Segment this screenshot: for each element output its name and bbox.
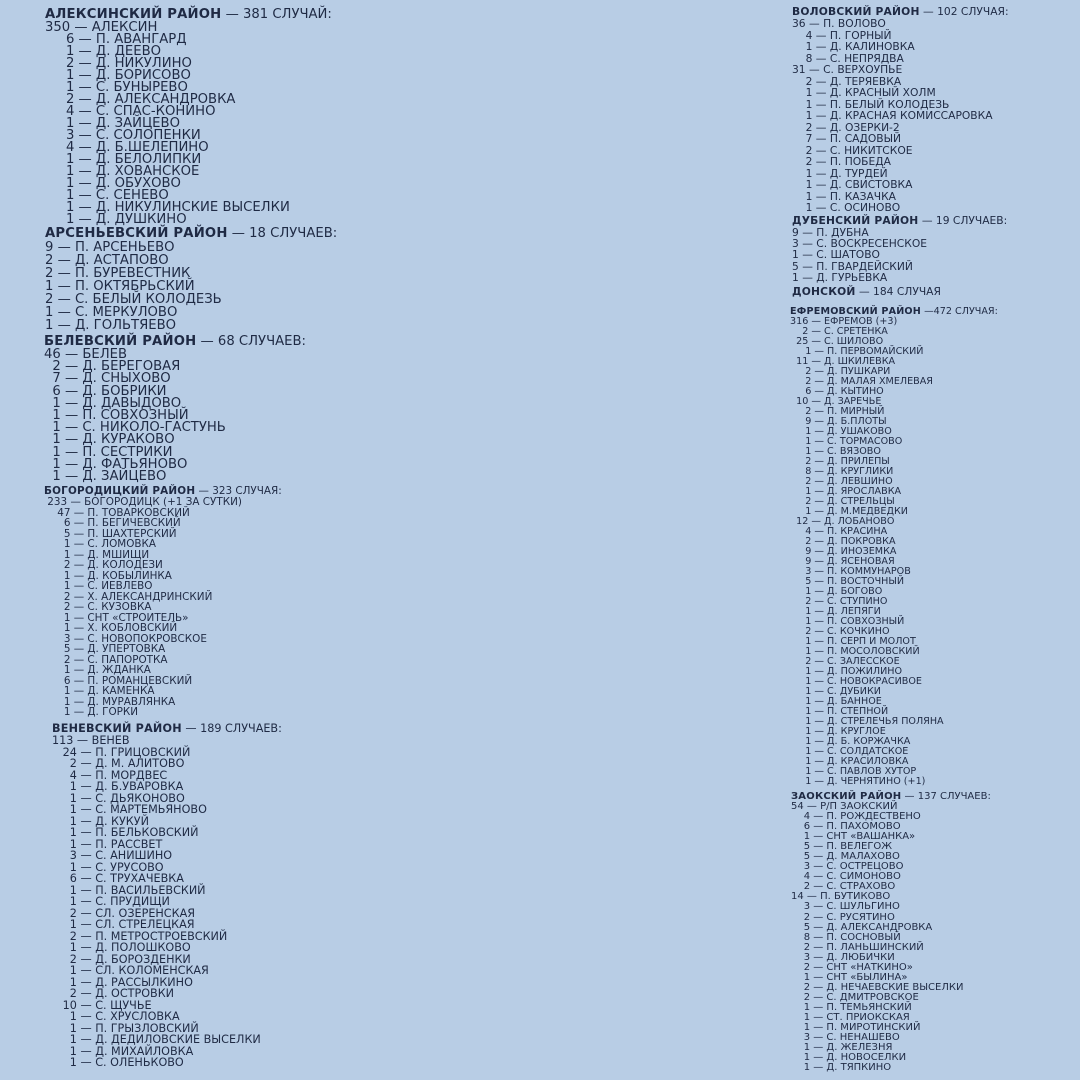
settlement-row: 1 — Х. КОБЛОВСКИЙ [44, 622, 178, 634]
settlement-row: 5 — Д. МАЛАХОВО [791, 851, 900, 863]
settlement-row: 1 — Д. ГУРЬЕВКА [792, 270, 888, 284]
settlement-row: 1 — Д. БОГОВО [790, 586, 883, 597]
district-name: ДУБЕНСКИЙ РАЙОН [792, 214, 919, 227]
district-total: — 137 СЛУЧАЕВ: [901, 791, 991, 802]
settlement-row: 1 — С. ДЬЯКОНОВО [52, 791, 185, 805]
settlement-row: 1 — С. МЕРКУЛОВО [45, 305, 178, 320]
settlement-row: 1 — Д. КРАСНАЯ КОМИССАРОВКА [792, 109, 993, 122]
settlement-row: 9 — Д. Б.ПЛОТЫ [790, 416, 887, 427]
settlement-row: 1 — СНТ «БЫЛИНА» [791, 971, 908, 983]
settlement-row: 2 — Д. ОСТРОВКИ [52, 987, 175, 1000]
settlement-row: 1 — Д. НОВОСЕЛКИ [791, 1052, 907, 1064]
settlement-row: 2 — СНТ «НАТКИНО» [791, 961, 913, 973]
settlement-row: 1 — С. ВЯЗОВО [790, 446, 881, 457]
settlement-row: 1 — Д. ХОВАНСКОЕ [45, 164, 200, 179]
settlement-row: 2 — Д. НЕЧАЕВСКИЕ ВЫСЕЛКИ [791, 981, 964, 993]
district-name: АРСЕНЬЕВСКИЙ РАЙОН [45, 226, 228, 241]
settlement-row: 14 — П. БУТИКОВО [791, 891, 891, 903]
settlement-row: 316 — ЕФРЕМОВ (+3) [790, 316, 898, 327]
settlement-row: 6 — Д. КЫТИНО [790, 386, 884, 397]
district-name: БОГОРОДИЦКИЙ РАЙОН [44, 485, 196, 497]
settlement-row: 4 — С. СИМОНОВО [791, 871, 901, 883]
district-total: — 18 СЛУЧАЕВ: [227, 226, 338, 241]
settlement-row: 1 — П. СТЕПНОЙ [790, 706, 889, 717]
district-dubna [792, 215, 1007, 283]
settlement-row: 350 — АЛЕКСИН [45, 20, 158, 35]
settlement-row: 1 — С. ИЕВЛЕВО [44, 580, 153, 592]
settlement-row: 5 — П. ВОСТОЧНЫЙ [790, 576, 905, 587]
district-name: БЕЛЕВСКИЙ РАЙОН [44, 334, 197, 349]
settlement-row: 2 — Д. СТРЕЛЬЦЫ [790, 496, 895, 507]
settlement-row: 3 — С. НЕНАШЕВО [791, 1032, 900, 1044]
settlement-row: 2 — Д. БОРОЗДЕНКИ [52, 952, 191, 966]
district-name: ДОНСКОЙ [792, 285, 856, 298]
settlement-row: 1 — Д. УШАКОВО [790, 426, 892, 437]
settlement-row: 1 — П. МОСОЛОВСКИЙ [790, 646, 920, 657]
settlement-row: 2 — С. ЗАЛЕССКОЕ [790, 656, 900, 667]
settlement-row: 4 — Д. Б.ШЕЛЕПИНО [45, 140, 209, 155]
settlement-row: 2 — Д. ТЕРЯЕВКА [792, 74, 902, 88]
settlement-row: 2 — С. ПАПОРОТКА [44, 653, 168, 666]
settlement-row: 2 — С. СТРАХОВО [791, 881, 896, 893]
settlement-row: 1 — СЛ. КОЛОМЕНСКАЯ [52, 964, 209, 977]
settlement-list [44, 349, 306, 483]
district-name: АЛЕКСИНСКИЙ РАЙОН [45, 7, 222, 22]
settlement-row: 3 — П. КОММУНАРОВ [790, 566, 911, 577]
settlement-row: 1 — Д. ЛЕПЯГИ [790, 606, 881, 617]
settlement-row: 1 — С. ОЛЕНЬКОВО [52, 1056, 184, 1069]
settlement-row: 9 — П. АРСЕНЬЕВО [45, 240, 175, 255]
settlement-row: 1 — Д. Б.УВАРОВКА [52, 780, 184, 793]
settlement-row: 6 — П. АВАНГАРД [45, 32, 187, 47]
settlement-row: 2 — Х. АЛЕКСАНДРИНСКИЙ [44, 590, 213, 603]
settlement-row: 1 — Д. ДЕДИЛОВСКИЕ ВЫСЕЛКИ [52, 1033, 261, 1046]
settlement-row: 2 — С. РУСЯТИНО [791, 911, 895, 923]
settlement-row: 1 — С. ОСИНОВО [792, 201, 901, 214]
settlement-row: 2 — Д. ОЗЕРКИ-2 [792, 120, 900, 134]
district-heading [792, 286, 941, 298]
settlement-row: 2 — Д. М. АЛИТОВО [52, 757, 185, 770]
settlement-row: 1 — Д. БЕЛОЛИПКИ [45, 152, 202, 167]
settlement-row: 2 — П. МИРНЫЙ [790, 406, 885, 417]
settlement-row: 1 — Д. ДУШКИНО [45, 212, 187, 227]
settlement-row: 24 — П. ГРИЦОВСКИЙ [52, 745, 191, 759]
settlement-row: 10 — С. ЩУЧЬЕ [52, 998, 152, 1012]
settlement-row: 54 — Р/П ЗАОКСКИЙ [791, 801, 898, 812]
settlement-row: 6 — Д. БОБРИКИ [44, 383, 167, 399]
settlement-row: 1 — Д. МИХАЙЛОВКА [52, 1044, 194, 1058]
settlement-row: 46 — БЕЛЕВ [44, 347, 128, 362]
district-total: — 184 СЛУЧАЯ [855, 285, 941, 298]
settlement-row: 1 — П. СОВХОЗНЫЙ [790, 616, 905, 627]
settlement-row: 1 — СНТ «СТРОИТЕЛЬ» [44, 611, 189, 624]
settlement-row: 1 — Д. ЗАЙЦЕВО [44, 469, 167, 485]
settlement-row: 5 — П. ВЕЛЕГОЖ [791, 841, 893, 853]
settlement-row: 4 — П. КРАСИНА [790, 526, 888, 537]
district-aleksin [45, 8, 332, 226]
settlement-row: 1 — П. РАССВЕТ [52, 837, 163, 851]
settlement-row: 2 — Д. КОЛОДЕЗИ [44, 559, 163, 571]
settlement-row: 1 — Д. СВИСТОВКА [792, 178, 913, 191]
settlement-list [792, 227, 1007, 283]
settlement-row: 1 — П. КАЗАЧКА [792, 189, 896, 203]
settlement-row: 1 — СЛ. СТРЕЛЕЦКАЯ [52, 918, 195, 931]
district-venev [52, 723, 282, 1069]
district-name: ВЕНЕВСКИЙ РАЙОН [52, 722, 182, 735]
settlement-row: 9 — П. ДУБНА [792, 226, 869, 239]
district-arsenyev [45, 227, 337, 332]
settlement-row: 1 — С. НИКОЛО-ГАСТУНЬ [44, 420, 226, 436]
district-total: — 381 СЛУЧАЙ: [221, 7, 332, 22]
settlement-row: 233 — БОГОРОДИЦК (+1 ЗА СУТКИ) [44, 496, 242, 508]
settlement-row: 1 — С. ДУБИКИ [790, 686, 881, 697]
settlement-row: 113 — ВЕНЕВ [52, 734, 130, 747]
settlement-row: 1 — Д. БОРИСОВО [45, 68, 191, 83]
settlement-row: 2 — СЛ. ОЗЕРЕНСКАЯ [52, 906, 195, 920]
settlement-row: 1 — Д. М.МЕДВЕДКИ [790, 506, 908, 517]
settlement-row: 2 — П. БУРЕВЕСТНИК [45, 266, 191, 281]
settlement-row: 4 — С. СПАС-КОНИНО [45, 104, 216, 119]
settlement-row: 2 — С. ДМИТРОВСКОЕ [791, 991, 919, 1003]
settlement-row: 1 — С. БУНЫРЕВО [45, 80, 188, 95]
settlement-list [790, 317, 998, 787]
settlement-row: 1 — Д. ДЕЕВО [45, 44, 162, 59]
district-total: — 323 СЛУЧАЯ: [195, 485, 282, 497]
settlement-row: 1 — Д. НИКУЛИНСКИЕ ВЫСЕЛКИ [45, 200, 290, 215]
settlement-row: 1 — П. ВАСИЛЬЕВСКИЙ [52, 883, 206, 897]
settlement-row: 8 — Д. КРУГЛИКИ [790, 466, 894, 477]
district-bogoroditsk [44, 486, 282, 718]
settlement-row: 47 — П. ТОВАРКОВСКИЙ [44, 506, 190, 519]
settlement-row: 2 — Д. МАЛАЯ ХМЕЛЕВАЯ [790, 376, 933, 387]
district-total: — 189 СЛУЧАЕВ: [181, 722, 282, 735]
settlement-row: 2 — Д. ПУШКАРИ [790, 366, 891, 377]
settlement-row: 8 — С. НЕПРЯДВА [792, 51, 904, 65]
settlement-row: 2 — Д. БЕРЕГОВАЯ [44, 359, 181, 375]
settlement-row: 1 — Д. ПОЖИЛИНО [790, 666, 903, 677]
settlement-list [45, 241, 337, 332]
settlement-row: 2 — С. КОЧКИНО [790, 626, 890, 637]
settlement-row: 1 — Д. ЗАЙЦЕВО [45, 116, 180, 131]
settlement-row: 11 — Д. ШКИЛЕВКА [790, 356, 896, 367]
settlement-row: 1 — Д. ТУРДЕЙ [792, 166, 888, 180]
district-total: —472 СЛУЧАЯ: [921, 306, 998, 317]
settlement-row: 1 — Д. ТЯПКИНО [791, 1062, 892, 1074]
settlement-row: 1 — Д. ГОРКИ [44, 706, 139, 718]
settlement-row: 2 — Д. ПОКРОВКА [790, 536, 896, 547]
settlement-row: 1 — Д. МШИЩИ [44, 548, 150, 561]
settlement-row: 8 — П. СОСНОВЫЙ [791, 931, 901, 943]
district-donskoy [792, 286, 941, 298]
settlement-row: 3 — С. НОВОПОКРОВСКОЕ [44, 632, 207, 645]
settlement-row: 3 — Д. ЛЮБИЧКИ [791, 951, 895, 963]
settlement-row: 1 — П. СЕСТРИКИ [44, 444, 173, 460]
district-name: ЕФРЕМОВСКИЙ РАЙОН [790, 306, 922, 317]
settlement-row: 1 — Д. ДАВЫДОВО [44, 395, 182, 411]
settlement-row: 1 — СТ. ПРИОКСКАЯ [791, 1011, 910, 1023]
settlement-row: 1 — Д. КАМЕНКА [44, 685, 155, 697]
settlement-row: 6 — С. ТРУХАЧЕВКА [52, 872, 184, 885]
settlement-row: 3 — С. СОЛОПЕНКИ [45, 128, 201, 143]
settlement-row: 1 — С. ХРУСЛОВКА [52, 1010, 180, 1023]
settlement-row: 6 — П. РОМАНЦЕВСКИЙ [44, 674, 193, 687]
settlement-row: 5 — П. ШАХТЕРСКИЙ [44, 527, 177, 540]
settlement-row: 1 — П. ГРЫЗЛОВСКИЙ [52, 1021, 199, 1035]
settlement-list [791, 802, 991, 1073]
settlement-row: 1 — Д. ФАТЬЯНОВО [44, 456, 188, 472]
settlement-row: 2 — С. НИКИТСКОЕ [792, 143, 913, 157]
settlement-row: 9 — Д. ИНОЗЕМКА [790, 546, 897, 557]
settlement-row: 4 — П. МОРДВЕС [52, 768, 168, 782]
settlement-row: 6 — П. ПАХОМОВО [791, 821, 901, 833]
settlement-row: 1 — П. ПЕРВОМАЙСКИЙ [790, 346, 924, 357]
settlement-row: 3 — С. ШУЛЬГИНО [791, 901, 900, 913]
district-total: — 19 СЛУЧАЕВ: [918, 214, 1008, 227]
district-belev [44, 335, 306, 483]
settlement-row: 1 — Д. Б. КОРЖАЧКА [790, 736, 911, 747]
settlement-row: 1 — Д. КУКУЙ [52, 814, 149, 828]
settlement-row: 1 — С. ШАТОВО [792, 248, 880, 262]
settlement-row: 1 — Д. КОБЫЛИНКА [44, 569, 172, 582]
settlement-row: 4 — П. ГОРНЫЙ [792, 28, 892, 42]
settlement-row: 1 — С. СЕНЕВО [45, 188, 169, 203]
settlement-row: 5 — Д. АЛЕКСАНДРОВКА [791, 921, 933, 933]
district-name: ЗАОКСКИЙ РАЙОН [791, 791, 902, 802]
settlement-row: 1 — Д. МУРАВЛЯНКА [44, 695, 176, 708]
settlement-row: 2 — П. ЛАНЬШИНСКИЙ [791, 941, 924, 953]
settlement-row: 1 — С. УРУСОВО [52, 860, 164, 874]
settlement-row: 1 — С. МАРТЕМЬЯНОВО [52, 803, 207, 816]
settlement-row: 3 — С. ВОСКРЕСЕНСКОЕ [792, 237, 927, 251]
settlement-row: 36 — П. ВОЛОВО [792, 17, 886, 30]
settlement-list [792, 18, 1009, 214]
settlement-row: 25 — С. ШИЛОВО [790, 336, 884, 347]
settlement-row: 1 — П. СОВХОЗНЫЙ [44, 408, 189, 424]
settlement-row: 1 — Д. ГОЛЬТЯЕВО [45, 318, 177, 333]
settlement-row: 1 — Д. ОБУХОВО [45, 176, 181, 191]
settlement-row: 1 — СНТ «ВАШАНКА» [791, 831, 916, 843]
settlement-row: 10 — Д. ЗАРЕЧЬЕ [790, 396, 882, 407]
settlement-row: 1 — Д. ЯРОСЛАВКА [790, 486, 902, 497]
settlement-list [44, 497, 282, 718]
settlement-row: 31 — С. ВЕРХОУПЬЕ [792, 63, 903, 76]
settlement-row: 1 — Д. ЖДАНКА [44, 664, 151, 676]
settlement-row: 2 — С. СТУПИНО [790, 596, 888, 607]
district-zaoksky [791, 791, 991, 1073]
settlement-row: 1 — Д. ЖЕЛЕЗНЯ [791, 1042, 893, 1054]
settlement-row: 7 — П. САДОВЫЙ [792, 132, 901, 145]
settlement-row: 1 — С. ПАВЛОВ ХУТОР [790, 766, 917, 777]
settlement-row: 4 — П. РОЖДЕСТВЕНО [791, 811, 921, 823]
settlement-row: 1 — Д. ЧЕРНЯТИНО (+1) [790, 776, 926, 787]
settlement-row: 1 — Д. КАЛИНОВКА [792, 40, 915, 53]
district-total: — 68 СЛУЧАЕВ: [196, 334, 306, 349]
settlement-row: 2 — С. СРЕТЕНКА [790, 326, 888, 337]
settlement-row: 1 — С. НОВОКРАСИВОЕ [790, 676, 922, 687]
settlement-row: 2 — Д. АЛЕКСАНДРОВКА [45, 92, 236, 107]
settlement-row: 1 — Д. КРАСНЫЙ ХОЛМ [792, 86, 936, 99]
settlement-row: 7 — Д. СНЫХОВО [44, 371, 171, 387]
settlement-row: 1 — П. БЕЛЫЙ КОЛОДЕЗЬ [792, 97, 950, 111]
district-total: — 102 СЛУЧАЯ: [919, 5, 1009, 18]
settlement-row: 1 — Д. РАССЫЛКИНО [52, 975, 193, 989]
settlement-row: 1 — С. ПРУДИЩИ [52, 895, 170, 908]
settlement-row: 1 — Д. СТРЕЛЕЧЬЯ ПОЛЯНА [790, 716, 944, 727]
settlement-row: 6 — П. БЕГИЧЕВСКИЙ [44, 517, 181, 529]
settlement-row: 2 — С. БЕЛЫЙ КОЛОДЕЗЬ [45, 292, 222, 307]
settlement-list [52, 735, 282, 1069]
settlement-list [45, 22, 332, 226]
district-efremov [790, 306, 998, 787]
district-heading [45, 227, 337, 241]
settlement-row: 2 — С. КУЗОВКА [44, 601, 152, 613]
settlement-row: 2 — Д. ПРИЛЕПЫ [790, 456, 890, 467]
settlement-row: 3 — С. ОСТРЕЦОВО [791, 861, 904, 873]
settlement-row: 2 — Д. НИКУЛИНО [45, 56, 192, 71]
settlement-row: 1 — С. ЛОМОВКА [44, 538, 157, 550]
settlement-row: 1 — П. СЕРП И МОЛОТ [790, 636, 916, 647]
settlement-row: 12 — Д. ЛОБАНОВО [790, 516, 895, 527]
settlement-row: 5 — П. ГВАРДЕЙСКИЙ [792, 259, 913, 273]
district-volovo [792, 6, 1009, 214]
settlement-row: 1 — П. БЕЛЬКОВСКИЙ [52, 826, 199, 839]
settlement-row: 2 — П. ПОБЕДА [792, 155, 891, 168]
settlement-row: 1 — П. ТЕМЬЯНСКИЙ [791, 1001, 912, 1013]
settlement-row: 1 — Д. БАННОЕ [790, 696, 882, 707]
settlement-row: 1 — Д. КУРАКОВО [44, 432, 175, 448]
settlement-row: 2 — Д. АСТАПОВО [45, 253, 169, 268]
settlement-row: 3 — С. АНИШИНО [52, 849, 173, 862]
settlement-row: 2 — Д. ЛЕВШИНО [790, 476, 893, 487]
settlement-row: 9 — Д. ЯСЕНОВАЯ [790, 556, 895, 567]
settlement-row: 5 — Д. УПЕРТОВКА [44, 643, 166, 655]
district-name: ВОЛОВСКИЙ РАЙОН [792, 5, 920, 18]
settlement-row: 1 — С. ТОРМАСОВО [790, 436, 903, 447]
settlement-row: 1 — П. МИРОТИНСКИЙ [791, 1022, 921, 1034]
settlement-row: 1 — С. СОЛДАТСКОЕ [790, 746, 909, 757]
settlement-row: 1 — Д. КРАСИЛОВКА [790, 756, 909, 767]
settlement-row: 2 — П. МЕТРОСТРОЕВСКИЙ [52, 929, 228, 943]
settlement-row: 1 — П. ОКТЯБРЬСКИЙ [45, 279, 195, 294]
settlement-row: 1 — Д. ПОЛОШКОВО [52, 941, 191, 954]
settlement-row: 1 — Д. КРУГЛОЕ [790, 726, 886, 737]
